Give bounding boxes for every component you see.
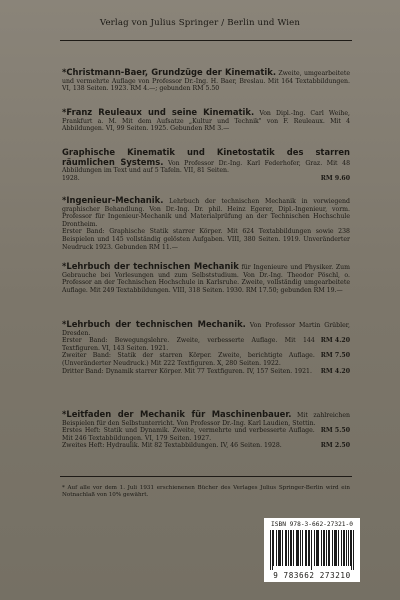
book-details: F. Reuleaux. Mit 4 Abbildungen. VI, 99 Seiten. 1925. Gebunden RM 3.—	[62, 117, 351, 133]
book-title: *Franz Reuleaux und seine Kinematik.	[62, 107, 255, 117]
book-entry	[62, 320, 350, 375]
book-entry	[62, 68, 350, 93]
barcode-icon	[270, 530, 354, 570]
publisher-header: Verlag von Julius Springer / Berlin und Wien	[99, 18, 301, 28]
price: RM 5.50	[320, 427, 350, 435]
book-title: Graphische Kinematik und Kinetostatik des starren räumlichen Systems.	[62, 147, 350, 167]
book-description: Mit zahlreichen Beispielen für den Selbstunterricht. Von Professor Dr.-Ing. Karl Laudien, Stettin.	[62, 412, 350, 427]
book-description: Zweite, umgearbeitete und vermehrte Auflage von Professor Dr.-Ing. H. Baer, Breslau.	[62, 70, 350, 85]
volume-info: Erster Band: Graphische Statik starrer Körper. Mit 624 Textabbildungen sowie 238 Beispielen und 145 vollständig gelösten Aufgaben. VIII, 380 Seiten. 1919. Unveränderter Neudruck 1923. Gebunden RM 11.—	[62, 228, 350, 251]
book-description: Von Professor Dr.-Ing. Karl Federhofer, Graz. Mit 48 Abbildungen im Text und auf 5 Tafeln. VII, 81 Seiten.	[62, 159, 351, 175]
book-entry	[62, 196, 350, 251]
book-description: Von Professor Martin Grübler, Dresden.	[62, 322, 351, 337]
price-row: 1928. RM 9.60	[62, 174, 350, 182]
book-title: *Ingenieur-Mechanik.	[62, 195, 164, 205]
volume-row: Zweiter Band: Statik der starren Körper. Zweite, berichtigte Auflage. (Unveränderter Neudruck.) Mit 222 Textfiguren. X, 280 Seiten. 1922. RM 7.50	[62, 352, 350, 367]
isbn-label: ISBN 978-3-662-27321-0	[271, 521, 353, 528]
book-entry	[62, 108, 350, 133]
book-details: Mit 164 Textabbildungen. VI, 138 Seiten. 1923. RM 4.—; gebunden RM 5.50	[62, 77, 351, 93]
volume-row: Zweites Heft: Hydraulik. Mit 82 Textabbildungen. IV, 46 Seiten. 1928. RM 2.50	[62, 442, 350, 450]
book-entry	[62, 148, 350, 182]
price: RM 2.50	[320, 442, 350, 450]
price: RM 9.60	[320, 174, 350, 182]
footnote: * Auf alle vor dem 1. Juli 1931 erschienenen Bücher des Verlages Julius Springer-Berlin wird ein Notnachlaß von 10% gewährt.	[62, 485, 350, 498]
book-title: *Leitfaden der Mechanik für Maschinenbauer.	[62, 409, 292, 419]
volume-row: Erstes Heft: Statik und Dynamik. Zweite, vermehrte und verbesserte Auflage. Mit 246 Textabbildungen. VI, 179 Seiten. 1927. RM 5.50	[62, 427, 350, 442]
price: RM 7.50	[320, 352, 350, 360]
divider	[60, 40, 352, 41]
book-entry	[62, 262, 350, 294]
book-entry	[62, 410, 350, 450]
divider	[60, 476, 352, 477]
book-title: *Lehrbuch der technischen Mechanik.	[62, 319, 246, 329]
book-title: *Lehrbuch der technischen Mechanik	[62, 261, 239, 271]
book-title: *Christmann-Baer, Grundzüge der Kinematik.	[62, 67, 277, 77]
book-description: Zum Gebrauche bei Vorlesungen und zum Selbststudium. Von Dr.-Ing. Theodor Pöschl, o. Professor an der Technischen Hochschule in Karlsruhe. Zweite, vollständig umgearbeitete Auflage. Mit 249 Textabbildungen. VIII, 318 Seiten. 1930. RM 17.50; gebunden RM 19.—	[62, 264, 351, 294]
price: RM 4.20	[320, 337, 350, 345]
volume-row: Erster Band: Bewegungslehre. Zweite, verbesserte Auflage. Mit 144 Textfiguren. VI, 143 Seiten. 1921. RM 4.20	[62, 337, 350, 352]
isbn-barcode-box	[264, 518, 360, 582]
price: RM 4.20	[320, 367, 350, 375]
book-subtitle: für Ingenieure und Physiker.	[241, 264, 334, 271]
barcode-digits: 9 783662 273210	[273, 571, 351, 580]
volume-row: Dritter Band: Dynamik starrer Körper. Mit 77 Textfiguren. IV, 157 Seiten. 1921. RM 4.20	[62, 367, 350, 375]
book-description: Lehrbuch der technischen Mechanik in vorwiegend graphischer Behandlung. Von Dr.-Ing. Dr. phil. Heinz Egerer, Dipl.-Ingenieur, vorm. Professor für Ingenieur-Mechanik und Materialprüfung an der Technischen Hochschule Drontheim.	[62, 198, 351, 228]
book-description: Von Dipl.-Ing. Carl Weihe, Frankfurt a. M. Mit dem Aufsatze „Kultur und Technik" von	[62, 110, 351, 125]
